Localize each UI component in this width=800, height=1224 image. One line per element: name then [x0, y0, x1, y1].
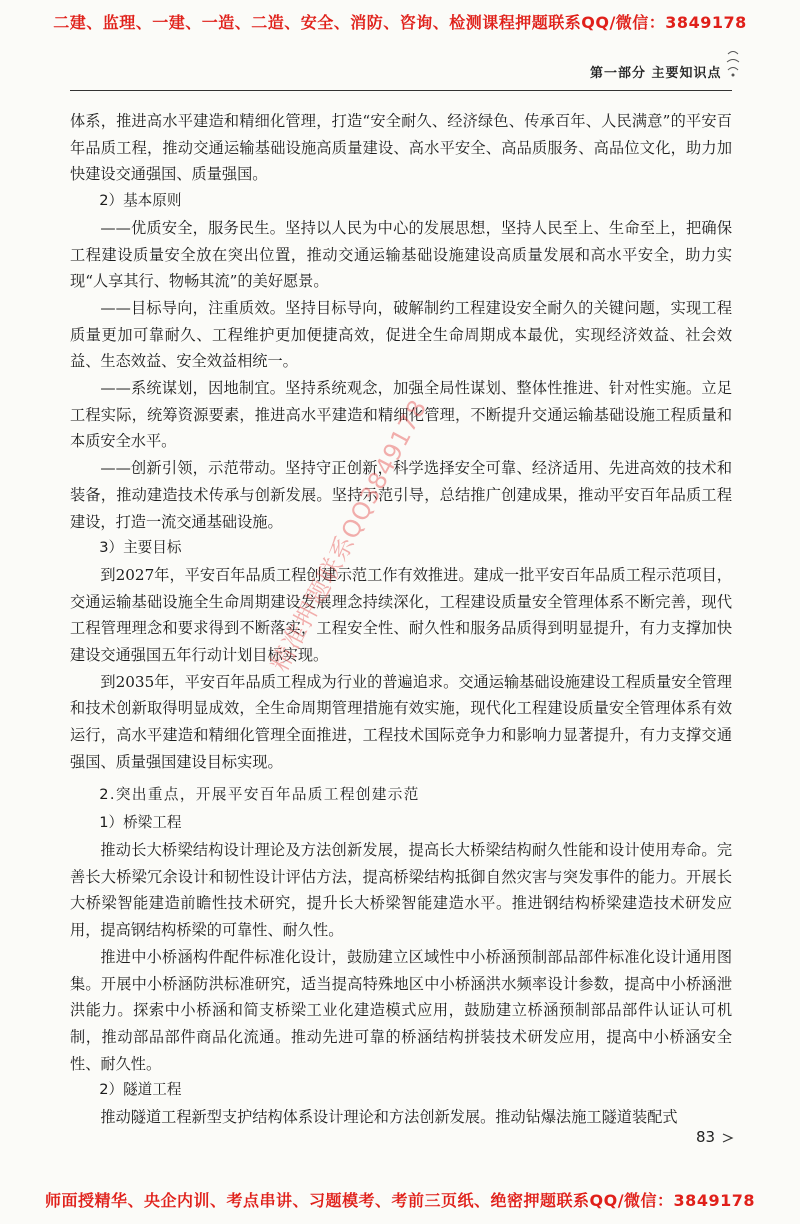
paragraph: 体系，推进高水平建造和精细化管理，打造“安全耐久、经济绿色、传承百年、人民满意”的平安百年品质工程，推动交通运输基础设施高质量建设、高水平安全、高品质服务、高品位文化，助力加快建设交通强国、质量强国。: [70, 112, 732, 184]
top-banner: 二建、监理、一建、一造、二造、安全、消防、咨询、检测课程押题联系QQ/微信：3849178: [53, 13, 747, 32]
body-text: [70, 108, 732, 1131]
subheading: 3）主要目标: [99, 539, 182, 557]
subheading: 2）基本原则: [99, 192, 182, 210]
section-heading: 2.突出重点，开展平安百年品质工程创建示范: [99, 785, 420, 803]
watermark: 精准押题联系QQ3849178: [265, 394, 433, 676]
page-arrow-icon: [722, 1133, 734, 1143]
paragraph: 到2027年，平安百年品质工程创建示范工作有效推进。建成一批平安百年品质工程示范项目，交通运输基础设施全生命周期建设发展理念持续深化，工程建设质量安全管理体系不断完善，现代工程管理理念和要求得到不断落实，工程安全性、耐久性和服务品质得到明显提升，有力支撑加快建设交通强国五年行动计划目标实现。: [70, 565, 732, 665]
header-divider: [70, 90, 732, 91]
paragraph: ——创新引领，示范带动。坚持守正创新，科学选择安全可靠、经济适用、先进高效的技术和装备，推动建造技术传承与创新发展。坚持示范引导，总结推广创建成果，推动平安百年品质工程建设，打造一流交通基础设施。: [70, 459, 732, 531]
section-header: 第一部分 主要知识点: [590, 66, 722, 81]
page-number: 83: [696, 1128, 716, 1146]
paragraph: ——优质安全，服务民生。坚持以人民为中心的发展思想，坚持人民至上、生命至上，把确保工程建设质量安全放在突出位置，推动交通运输基础设施建设高质量发展和高水平安全，助力实现“人享其行、物畅其流”的美好愿景。: [70, 218, 732, 291]
paragraph: 推进中小桥涵构件配件标准化设计，鼓励建立区域性中小桥涵预制部品部件标准化设计通用图集。开展中小桥涵防洪标准研究，适当提高特殊地区中小桥涵洪水频率设计参数，提高中小桥涵泄洪能力。探索中小桥涵和简支桥梁工业化建造模式应用，鼓励建立桥涵预制部品部件认证认可机制，推动部品部件商品化流通。推动先进可靠的桥涵结构拼装技术研发应用，提高中小桥涵安全性、耐久性。: [70, 947, 732, 1073]
paragraph: 推动隧道工程新型支护结构体系设计理论和方法创新发展。推动钻爆法施工隧道装配式: [100, 1108, 678, 1127]
subheading: 1）桥梁工程: [99, 814, 182, 832]
subheading: 2）隧道工程: [99, 1081, 182, 1099]
paragraph: ——系统谋划，因地制宜。坚持系统观念，加强全局性谋划、整体性推进、针对性实施。立足工程实际，统筹资源要素，推进高水平建造和精细化管理，不断提升交通运输基础设施工程质量和本质安全水平。: [70, 379, 732, 451]
bottom-banner: 师面授精华、央企内训、考点串讲、习题模考、考前三页纸、绝密押题联系QQ/微信：3849178: [45, 1191, 755, 1210]
paragraph: ——目标导向，注重质效。坚持目标导向，破解制约工程建设安全耐久的关键问题，实现工程质量更加可靠耐久、工程维护更加便捷高效，促进全生命周期成本最优，实现经济效益、社会效益、生态效益、安全效益相统一。: [70, 298, 732, 371]
paragraph: 到2035年，平安百年品质工程成为行业的普遍追求。交通运输基础设施建设工程质量安全管理和技术创新取得明显成效，全生命周期管理措施有效实施，现代化工程建设质量安全管理体系有效运行，高水平建造和精细化管理全面推进，工程技术国际竞争力和影响力显著提升，有力支撑交通强国、质量强国建设目标实现。: [70, 672, 732, 771]
header-ornament-icon: [724, 48, 742, 78]
paragraph: 推动长大桥梁结构设计理论及方法创新发展，提高长大桥梁结构耐久性能和设计使用寿命。完善长大桥梁冗余设计和韧性设计评估方法，提高桥梁结构抵御自然灾害与突发事件的能力。开展长大桥梁智能建造前瞻性技术研究，提升长大桥梁智能建造水平。推进钢结构桥梁建造技术研发应用，提高钢结构桥梁的可靠性、耐久性。: [70, 840, 732, 940]
